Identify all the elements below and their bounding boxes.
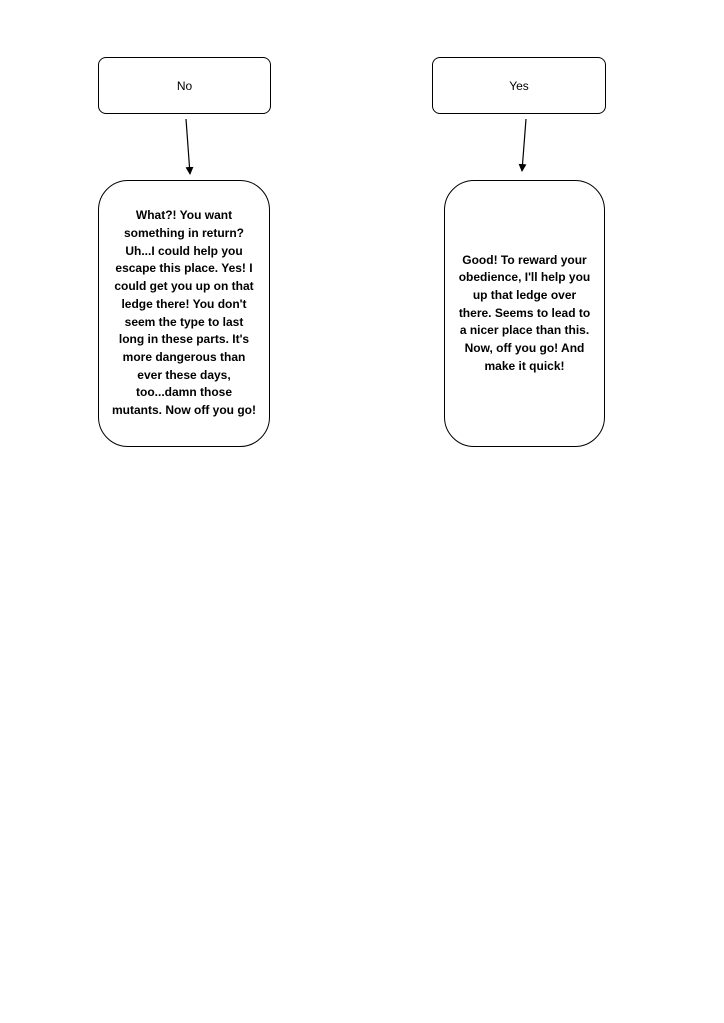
yes-connector-arrow [522, 119, 526, 171]
yes-choice-label: Yes [509, 78, 529, 93]
yes-response-text: Good! To reward your obedience, I'll help you up that ledge over there. Seems to lead to a nicer place than this. Now, off you go! And make it quick! [458, 252, 591, 373]
no-response-text: What?! You want something in return? Uh...I could help you escape this place. Yes! I could get you up on that ledge there! You don't seem the type to last long in these parts. It's more dangerous than ever these days, too...damn those mutants. Now off you go! [112, 208, 256, 418]
yes-choice-box [432, 57, 606, 114]
no-connector-arrow [186, 119, 190, 174]
yes-response-box [444, 180, 605, 447]
no-response-box [98, 180, 270, 447]
no-choice-box [98, 57, 271, 114]
no-choice-label: No [176, 78, 193, 93]
